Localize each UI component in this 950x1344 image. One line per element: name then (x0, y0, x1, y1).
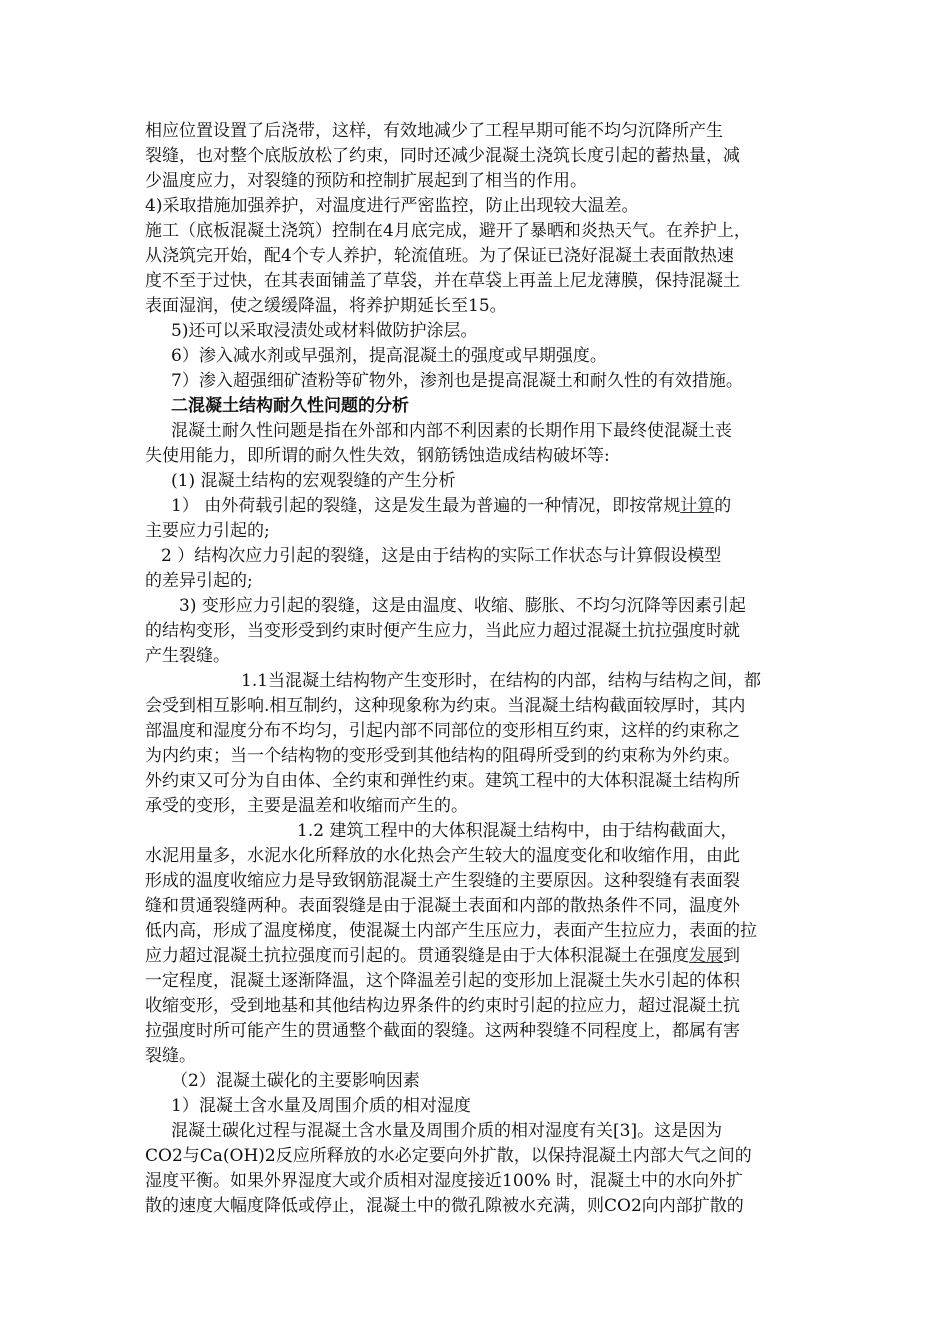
line-text: 混凝土碳化过程与混凝土含水量及周围介质的相对湿度有关[3]。这是因为 (171, 1121, 723, 1141)
text-line (145, 619, 810, 644)
line-text: CO2与Ca(OH)2反应所释放的水必定要向外扩散，以保持混凝土内部大气之间的 (145, 1146, 752, 1166)
text-line (145, 294, 810, 319)
line-text: 度不至于过快，在其表面铺盖了草袋，并在草袋上再盖上尼龙薄膜，保持混凝土 (145, 271, 740, 291)
text-line (145, 694, 810, 719)
text-line (145, 1119, 810, 1144)
line-text: 收缩变形，受到地基和其他结构边界条件的约束时引起的拉应力，超过混凝土抗 (145, 996, 740, 1016)
text-line (145, 144, 810, 169)
line-text: 失使用能力，即所谓的耐久性失效，钢筋锈蚀造成结构破坏等: (145, 446, 610, 466)
line-text: （2）混凝土碳化的主要影响因素 (171, 1071, 420, 1091)
text-line (145, 844, 810, 869)
text-line (145, 794, 810, 819)
line-text: 少温度应力，对裂缝的预防和控制扩展起到了相当的作用。 (145, 171, 587, 191)
text-line (145, 994, 810, 1019)
text-line (145, 719, 810, 744)
line-text: 形成的温度收缩应力是导致钢筋混凝土产生裂缝的主要原因。这种裂缝有表面裂 (145, 871, 740, 891)
text-line (145, 194, 810, 219)
text-line (145, 769, 810, 794)
text-line (145, 894, 810, 919)
line-text: 缝和贯通裂缝两种。表面裂缝是由于混凝土表面和内部的散热条件不同，温度外 (145, 896, 740, 916)
line-text: 1） 由外荷载引起的裂缝，这是发生最为普遍的一种情况，即按常规 (171, 496, 681, 516)
text-line (145, 669, 810, 694)
line-text-tail: 的 (714, 496, 732, 516)
document-body (145, 119, 810, 1219)
text-line (145, 269, 810, 294)
line-text: 4)采取措施加强养护，对温度进行严密监控，防止出现较大温差。 (145, 196, 639, 216)
section-heading (145, 394, 810, 419)
text-line (145, 744, 810, 769)
line-text: 应力超过混凝土抗拉强度而引起的。贯通裂缝是由于大体积混凝土在强度 (145, 946, 689, 966)
text-line (145, 544, 810, 569)
text-line (145, 319, 810, 344)
line-text: 产生裂缝。 (145, 646, 230, 666)
inline-link[interactable]: 计算 (680, 496, 715, 516)
text-line (145, 1169, 810, 1194)
inline-link[interactable]: 发展 (689, 946, 723, 966)
line-text: 1）混凝土含水量及周围介质的相对湿度 (171, 1096, 471, 1116)
line-text: 相应位置设置了后浇带，这样，有效地减少了工程早期可能不均匀沉降所产生 (145, 121, 723, 141)
line-text: 会受到相互影响.相互制约，这种现象称为约束。当混凝土结构截面较厚时，其内 (145, 696, 746, 716)
line-text: (1) 混凝土结构的宏观裂缝的产生分析 (171, 471, 456, 491)
line-text: 裂缝，也对整个底版放松了约束，同时还减少混凝土浇筑长度引起的蓄热量，减 (145, 146, 740, 166)
line-text: 主要应力引起的; (145, 521, 270, 541)
text-line (145, 944, 810, 969)
text-line (145, 1019, 810, 1044)
line-text: 6）渗入减水剂或早强剂，提高混凝土的强度或早期强度。 (171, 346, 607, 366)
text-line (145, 594, 810, 619)
line-text: 表面湿润，使之缓缓降温，将养护期延长至15。 (145, 296, 507, 316)
text-line (145, 919, 810, 944)
text-line (145, 494, 810, 519)
line-text: 施工（底板混凝土浇筑）控制在4月底完成，避开了暴晒和炎热天气。在养护上， (145, 221, 751, 241)
text-line (145, 1144, 810, 1169)
line-text: 承受的变形，主要是温差和收缩而产生的。 (145, 796, 468, 816)
line-text: 为内约束；当一个结构物的变形受到其他结构的阻碍所受到的约束称为外约束。 (145, 746, 740, 766)
text-line (145, 244, 810, 269)
text-line (145, 1044, 810, 1069)
text-line (145, 469, 810, 494)
line-text: 5)还可以采取浸渍处或材料做防护涂层。 (171, 321, 478, 341)
line-text: 低内高，形成了温度梯度，使混凝土内部产生压应力，表面产生拉应力，表面的拉 (145, 921, 757, 941)
line-text: 散的速度大幅度降低或停止，混凝土中的微孔隙被水充满，则CO2向内部扩散的 (145, 1196, 744, 1216)
line-text: 1.1当混凝土结构物产生变形时，在结构的内部，结构与结构之间，都 (241, 671, 762, 691)
text-line (145, 1094, 810, 1119)
line-text: 7）渗入超强细矿渣粉等矿物外，渗剂也是提高混凝土和耐久性的有效措施。 (171, 371, 743, 391)
line-text: 的差异引起的; (145, 571, 253, 591)
text-line (145, 419, 810, 444)
text-line (145, 519, 810, 544)
text-line (145, 819, 810, 844)
line-text: 从浇筑完开始，配4个专人养护，轮流值班。为了保证已浇好混凝土表面散热速 (145, 246, 734, 266)
text-line (145, 569, 810, 594)
line-text: 一定程度，混凝土逐渐降温，这个降温差引起的变形加上混凝土失水引起的体积 (145, 971, 740, 991)
text-line (145, 169, 810, 194)
line-text: 外约束又可分为自由体、全约束和弹性约束。建筑工程中的大体积混凝土结构所 (145, 771, 740, 791)
line-text: 3) 变形应力引起的裂缝，这是由温度、收缩、膨胀、不均匀沉降等因素引起 (179, 596, 746, 616)
text-line (145, 369, 810, 394)
line-text: 混凝土耐久性问题是指在外部和内部不利因素的长期作用下最终使混凝土丧 (171, 421, 732, 441)
line-text: 2 ）结构次应力引起的裂缝，这是由于结构的实际工作状态与计算假设模型 (161, 546, 722, 566)
line-text: 水泥用量多，水泥水化所释放的水化热会产生较大的温度变化和收缩作用，由此 (145, 846, 740, 866)
text-line (145, 219, 810, 244)
text-line (145, 444, 810, 469)
line-text: 湿度平衡。如果外界湿度大或介质相对湿度接近100% 时，混凝土中的水向外扩 (145, 1171, 744, 1191)
text-line (145, 969, 810, 994)
text-line (145, 644, 810, 669)
text-line (145, 344, 810, 369)
text-line (145, 1069, 810, 1094)
text-line (145, 119, 810, 144)
text-line (145, 869, 810, 894)
line-text: 二混凝土结构耐久性问题的分析 (171, 396, 409, 416)
text-line (145, 1194, 810, 1219)
line-text: 的结构变形，当变形受到约束时便产生应力，当此应力超过混凝土抗拉强度时就 (145, 621, 740, 641)
line-text: 1.2 建筑工程中的大体积混凝土结构中，由于结构截面大， (297, 821, 738, 841)
line-text: 裂缝。 (145, 1046, 196, 1066)
line-text: 拉强度时所可能产生的贯通整个截面的裂缝。这两种裂缝不同程度上，都属有害 (145, 1021, 740, 1041)
line-text: 部温度和湿度分布不均匀，引起内部不同部位的变形相互约束，这样的约束称之 (145, 721, 740, 741)
line-text-tail: 到 (723, 946, 740, 966)
